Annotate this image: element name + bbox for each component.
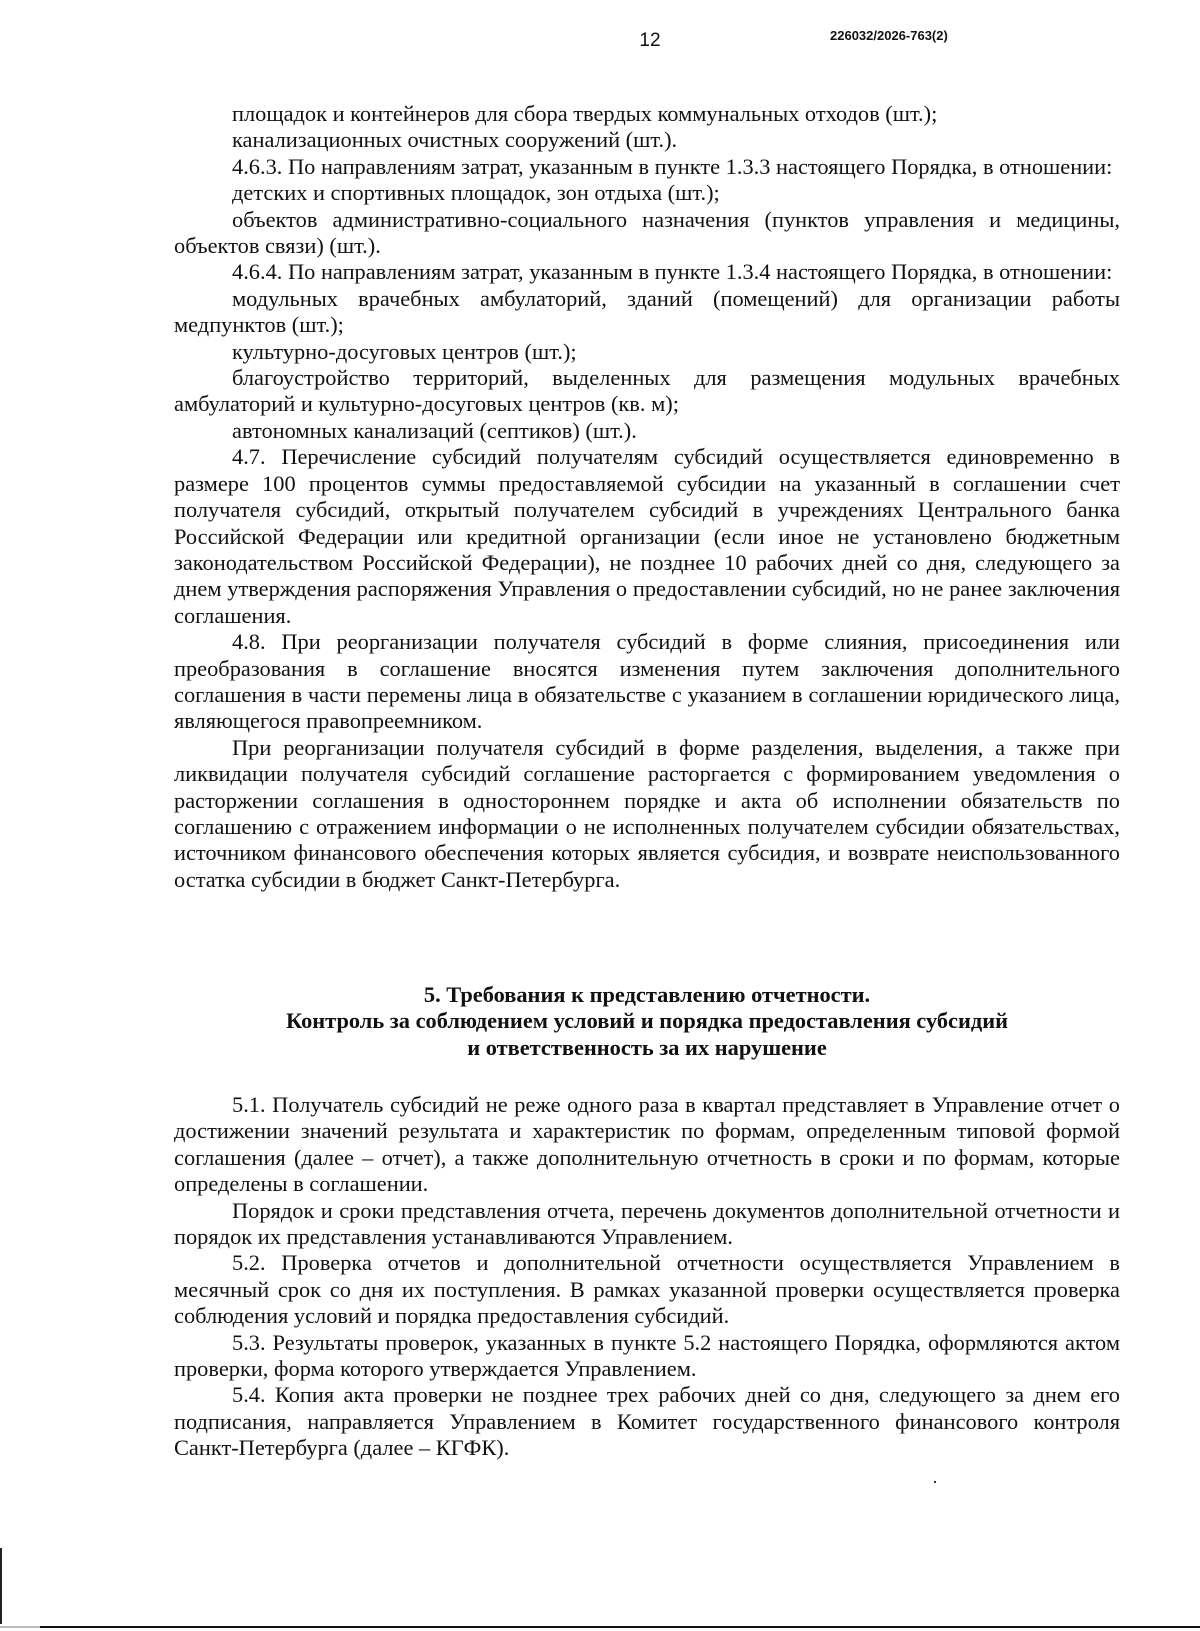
paragraph: 5.3. Результаты проверок, указанных в пункте 5.2 настоящего Порядка, оформляются актом проверки, форма которого утверждается Управлением. (174, 1329, 1120, 1382)
paragraph: 4.7. Перечисление субсидий получателям субсидий осуществляется единовременно в размере 100 процентов суммы предоставляемой субсидии на указанный в соглашении счет получателя субсидий, открытый получателем субсидий в учреждениях Центрального банка Российской Федерации или кредитной организации (если иное не установлено бюджетным законодательством Российской Федерации), не позднее 10 рабочих дней со дня, следующего за днем утверждения распоряжения Управления о предоставлении субсидий, но не ранее заключения соглашения. (174, 444, 1120, 628)
paragraph: 4.6.3. По направлениям затрат, указанным в пункте 1.3.3 настоящего Порядка, в отношении: (232, 153, 1113, 179)
list-item: культурно-досуговых центров (шт.); (232, 338, 577, 364)
paragraph: 5.1. Получатель субсидий не реже одного раза в квартал представляет в Управление отчет о достижении значений результата и характеристик по формам, определенным типовой формой соглашения (далее – отчет), а также дополнительную отчетность в сроки и по формам, которые определены в соглашении. (174, 1092, 1120, 1197)
paragraph: благоустройство территорий, выделенных для размещения модульных врачебных амбулаторий и культурно-досуговых центров (кв. м); (174, 365, 1120, 417)
paragraph: 4.6.4. По направлениям затрат, указанным в пункте 1.3.4 настоящего Порядка, в отношении: (232, 259, 1113, 285)
paragraph: объектов административно-социального назначения (пунктов управления и медицины, объектов связи) (шт.). (174, 206, 1120, 259)
list-item: площадок и контейнеров для сбора твердых коммунальных отходов (шт.); (232, 101, 938, 126)
scan-edge (0, 1626, 1200, 1628)
paragraph: 5.4. Копия акта проверки не позднее трех рабочих дней со дня, следующего за днем его подписания, направляется Управлением в Комитет государственного финансового контроля Санкт-Петербурга (далее – КГФК). (174, 1382, 1120, 1461)
list-item: автономных канализаций (септиков) (шт.). (232, 417, 637, 443)
paragraph: 5.2. Проверка отчетов и дополнительной отчетности осуществляется Управлением в месячный срок со дня их поступления. В рамках указанной проверки осуществляется проверка соблюдения условий и порядка предоставления субсидий. (174, 1250, 1120, 1329)
document-id: 226032/2026-763(2) (830, 28, 948, 43)
list-item: канализационных очистных сооружений (шт.). (232, 127, 678, 153)
section-heading-line: Контроль за соблюдением условий и порядка предоставления субсидий (285, 1008, 1009, 1034)
paragraph: Порядок и сроки представления отчета, перечень документов дополнительной отчетности и порядок их представления устанавливаются Управлением. (174, 1197, 1120, 1250)
paragraph: При реорганизации получателя субсидий в форме разделения, выделения, а также при ликвидации получателя субсидий соглашение расторгается с формированием уведомления о расторжении соглашения в одностороннем порядке и акта об исполнении обязательств по соглашению с отражением информации о не исполненных получателем субсидии обязательствах, источником финансового обеспечения которых является субсидия, и возврате неиспользованного остатка субсидии в бюджет Санкт-Петербурга. (174, 734, 1120, 892)
paragraph: 4.8. При реорганизации получателя субсидий в форме слияния, присоединения или преобразования в соглашение вносятся изменения путем заключения дополнительного соглашения в части перемены лица в обязательстве с указанием в соглашении юридического лица, являющегося правопреемником. (174, 629, 1120, 734)
section-body (174, 1092, 1120, 1462)
list-item: детских и спортивных площадок, зон отдыха (шт.); (232, 180, 720, 206)
paragraph: модульных врачебных амбулаторий, зданий (помещений) для организации работы медпунктов (шт.); (174, 285, 1120, 338)
scan-edge (0, 1548, 2, 1624)
section-heading-line: 5. Требования к представлению отчетности. (423, 982, 871, 1007)
section-heading-line: и ответственность за их нарушение (467, 1034, 827, 1060)
page-number: 12 (639, 30, 661, 51)
document-body (174, 101, 1120, 893)
scan-artifact (934, 1481, 936, 1483)
section-heading (174, 982, 1120, 1061)
